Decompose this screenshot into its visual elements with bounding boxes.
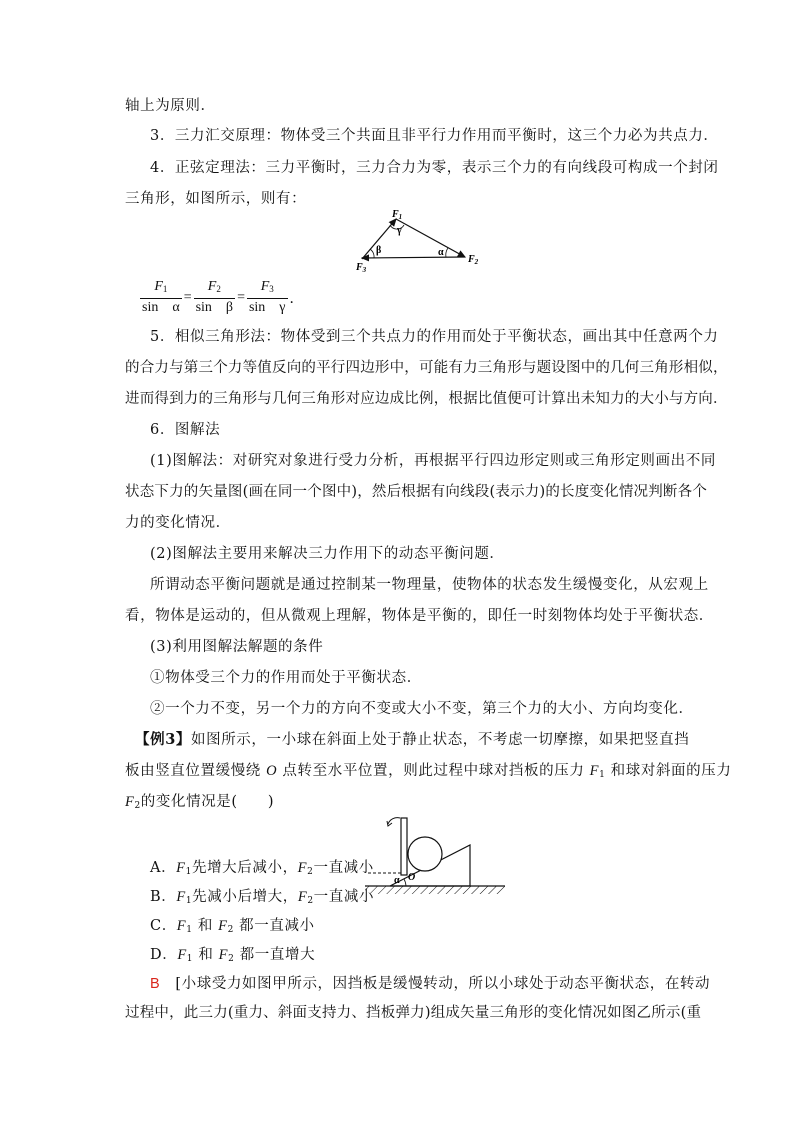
svg-text:α: α <box>438 247 444 258</box>
sine-rule-formula: $\frac{F_1}{\text{sin α}}$ = $\frac{F_2}{\text{sin β}}$ = $\frac{F_3}{\text{sin γ}}$ ． <box>142 279 304 315</box>
text-line: (1)图解法：对研究对象进行受力分析，再根据平行四边形定则或三角形定则画出不同 <box>150 453 716 469</box>
text-line: 3．三力汇交原理：物体受三个共面且非平行力作用而平衡时，这三个力必为共点力． <box>150 128 719 144</box>
svg-text:γ: γ <box>397 225 402 236</box>
text-line: 所谓动态平衡问题就是通过控制某一物理量，使物体的状态发生缓慢变化，从宏观上 <box>150 577 709 593</box>
text-line: 轴上为原则． <box>125 98 216 114</box>
svg-text:β: β <box>376 245 382 256</box>
text-line: 6．图解法 <box>150 422 221 438</box>
text-line: 状态下力的矢量图(画在同一个图中)，然后根据有向线段(表示力)的长度变化情况判断各个 <box>125 484 708 500</box>
force-line-f3 <box>362 257 465 258</box>
option-b[interactable]: B．$F_1$先减小后增大，$F_2$一直减小 <box>150 889 375 906</box>
text-line: ①物体受三个力的作用而处于平衡状态． <box>150 670 422 686</box>
force-line-f2 <box>396 219 465 257</box>
text-line: 的合力与第三个力等值反向的平行四边形中，可能有力三角形与题设图中的几何三角形相似， <box>125 360 728 376</box>
option-c[interactable]: C．$F_1$ 和 $F_2$ 都一直减小 <box>150 918 315 935</box>
text-line: 5．相似三角形法：物体受到三个共点力的作用而处于平衡状态，画出其中任意两个力 <box>150 329 719 345</box>
text-line: (3)利用图解法解题的条件 <box>150 639 324 655</box>
example-line-3: $F_2$的变化情况是( ) <box>125 794 275 811</box>
example-line-2: 板由竖直位置缓慢绕 O 点转至水平位置，则此过程中球对挡板的压力 $F_1$ 和球对斜面的压力 <box>125 763 732 780</box>
svg-text:F3: $F_3$ <box>356 262 367 274</box>
option-a[interactable]: A．$F_1$先增大后减小，$F_2$一直减小 <box>150 860 374 877</box>
svg-text:F2: $F_2$ <box>468 254 479 266</box>
text-line: 看，物体是运动的，但从微观上理解，物体是平衡的，即任一时刻物体均处于平衡状态． <box>125 608 714 624</box>
svg-text:α: α <box>394 875 400 886</box>
answer-letter: B <box>150 976 161 992</box>
answer-line-2: 过程中，此三力(重力、斜面支持力、挡板弹力)组成矢量三角形的变化情况如图乙所示(重 <box>125 1005 702 1021</box>
text-line: 力的变化情况． <box>125 515 231 531</box>
text-line: 三角形，如图所示，则有： <box>125 191 307 207</box>
example-line-1: 【例3】如图所示，一小球在斜面上处于静止状态，不考虑一切摩擦，如果把竖直挡 <box>135 731 690 748</box>
option-d[interactable]: D．$F_1$ 和 $F_2$ 都一直增大 <box>150 947 316 964</box>
svg-text:O: O <box>408 872 416 883</box>
svg-text:F1: $F_1$ <box>392 209 403 221</box>
text-line: (2)图解法主要用来解决三力作用下的动态平衡问题． <box>150 546 505 562</box>
force-triangle-figure <box>350 205 490 275</box>
text-line: 4．正弦定理法：三力平衡时，三力合力为零，表示三个力的有向线段可构成一个封闭 <box>150 160 719 176</box>
text-line: ②一个力不变，另一个力的方向不变或大小不变，第三个力的大小、方向均变化． <box>150 701 694 717</box>
example-tag: 【例3】 <box>135 731 191 748</box>
text-line: 进而得到力的三角形与几何三角形对应边成比例，根据比值便可计算出未知力的大小与方向． <box>125 391 728 407</box>
answer-line-1: B [小球受力如图甲所示，因挡板是缓慢转动，所以小球处于动态平衡状态，在转动 <box>150 976 711 992</box>
